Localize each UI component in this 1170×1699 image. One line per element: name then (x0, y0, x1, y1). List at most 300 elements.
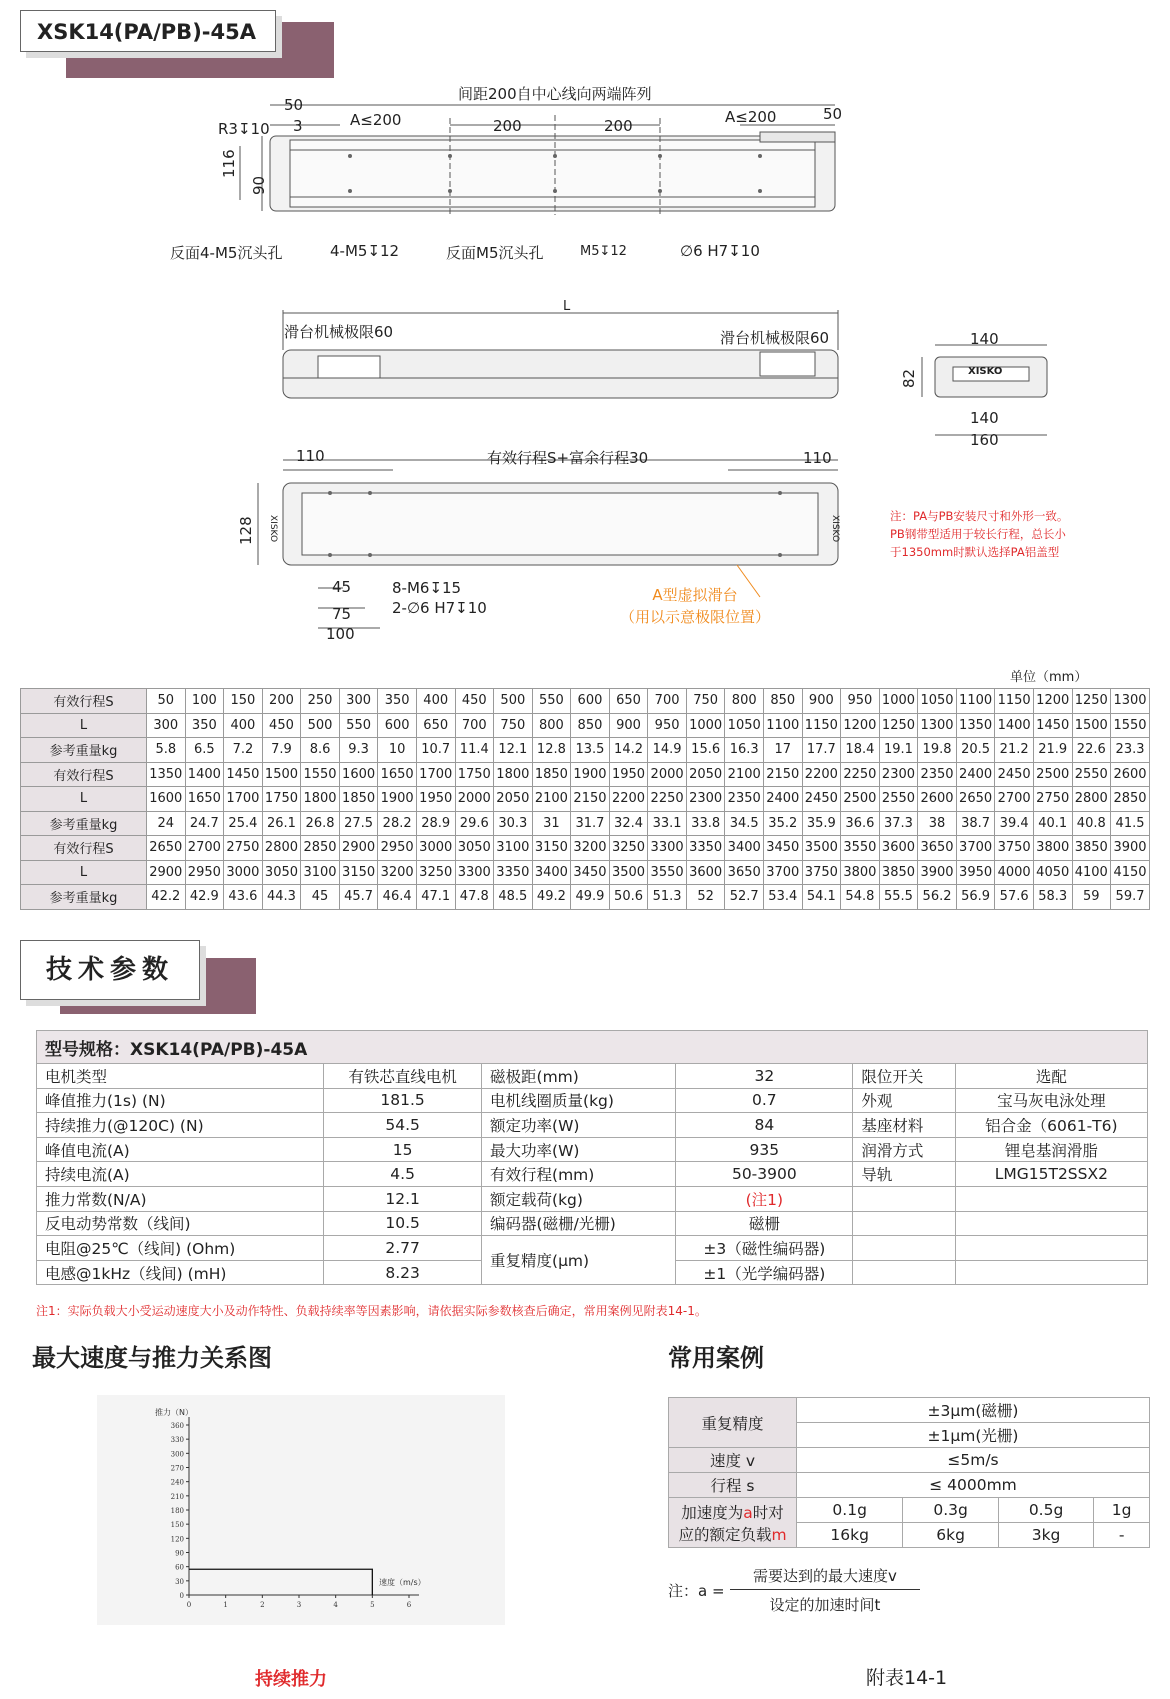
stroke-cell: 19.8 (918, 738, 957, 763)
params-cell: 15 (324, 1137, 482, 1162)
params-cell: 50-3900 (676, 1162, 853, 1187)
stroke-cell: 1550 (1111, 713, 1150, 738)
case-load-2: 3kg (998, 1523, 1093, 1548)
params-row (37, 1211, 1148, 1236)
stroke-cell: 3000 (416, 836, 455, 861)
chart-caption: 持续推力 (255, 1669, 327, 1690)
params-cell: 宝马灰电泳处理 (955, 1088, 1147, 1113)
repeat-value-2: ±1（光学编码器) (676, 1260, 853, 1285)
stroke-cell: 2850 (301, 836, 340, 861)
stroke-cell: 450 (262, 713, 301, 738)
stroke-row (21, 762, 1150, 787)
x-tick-label: 0 (186, 1601, 192, 1609)
dim-116: 116 (220, 149, 238, 178)
label-phi6: ∅6 H7↧10 (680, 242, 760, 260)
stroke-cell: 2100 (532, 787, 571, 812)
force-series-line (189, 1569, 372, 1595)
stroke-row (21, 738, 1150, 763)
stroke-cell: 16.3 (725, 738, 764, 763)
stroke-cell: 2300 (879, 762, 918, 787)
stroke-cell: 700 (648, 689, 687, 714)
y-tick-label: 180 (170, 1507, 184, 1515)
stroke-cell: 3050 (455, 836, 494, 861)
stroke-cell: 36.6 (841, 811, 880, 836)
stroke-cell: 1750 (455, 762, 494, 787)
params-cell: 限位开关 (853, 1064, 955, 1089)
stroke-cell: 3350 (494, 860, 533, 885)
stroke-cell: 43.6 (224, 885, 263, 910)
params-cell: 4.5 (324, 1162, 482, 1187)
stroke-cell: 1000 (879, 689, 918, 714)
label-m5: M5↧12 (580, 244, 627, 259)
params-note: 注1：实际负载大小受运动速度大小及动作特性、负载持续率等因素影响，请依据实际参数核查后确定，常用案例见附表14-1。 (36, 1304, 707, 1318)
stroke-cell: 1350 (956, 713, 995, 738)
dim-200-a: 200 (493, 117, 522, 135)
stroke-cell: 950 (648, 713, 687, 738)
label-back-m4: 反面4-M5沉头孔 (170, 244, 283, 262)
stroke-cell: 37.3 (879, 811, 918, 836)
stroke-cell: 3700 (956, 836, 995, 861)
stroke-cell: 30.3 (494, 811, 533, 836)
stroke-cell: 1250 (879, 713, 918, 738)
stroke-cell: 39.4 (995, 811, 1034, 836)
stroke-cell: 12.1 (494, 738, 533, 763)
stroke-cell: 2450 (995, 762, 1034, 787)
case-accel-0: 0.1g (797, 1498, 903, 1523)
stroke-cell: 3350 (686, 836, 725, 861)
stroke-cell: 350 (185, 713, 224, 738)
case-load-0: 16kg (797, 1523, 903, 1548)
params-row (37, 1137, 1148, 1162)
stroke-cell: 2350 (725, 787, 764, 812)
stroke-cell: 200 (262, 689, 301, 714)
stroke-cell: 250 (301, 689, 340, 714)
params-cell: 0.7 (676, 1088, 853, 1113)
stroke-cell: 2900 (147, 860, 186, 885)
stroke-cell: 150 (224, 689, 263, 714)
stroke-cell: 2800 (1072, 787, 1111, 812)
stroke-cell: 2300 (686, 787, 725, 812)
stroke-row (21, 836, 1150, 861)
stroke-cell: 45 (301, 885, 340, 910)
stroke-cell: 5.8 (147, 738, 186, 763)
stroke-cell: 1150 (995, 689, 1034, 714)
stroke-cell: 350 (378, 689, 417, 714)
stroke-cell: 59.7 (1111, 885, 1150, 910)
stroke-cell: 35.2 (764, 811, 803, 836)
stroke-cell: 400 (224, 713, 263, 738)
case-speed-label: 速度 v (669, 1448, 797, 1473)
brand-right: XISKO (830, 515, 840, 543)
stroke-cell: 2800 (262, 836, 301, 861)
stroke-cell: 33.1 (648, 811, 687, 836)
stroke-cell: 550 (532, 689, 571, 714)
case-speed-value: ≤5m/s (797, 1448, 1150, 1473)
end-dim-82: 82 (900, 368, 918, 388)
stroke-row-label: 有效行程S (21, 689, 147, 714)
stroke-cell: 22.6 (1072, 738, 1111, 763)
dim-L: L (563, 299, 571, 314)
case-load-3: - (1094, 1523, 1150, 1548)
params-cell (853, 1186, 955, 1211)
stroke-cell: 1700 (416, 762, 455, 787)
stroke-cell: 42.9 (185, 885, 224, 910)
case-stroke-label: 行程 s (669, 1473, 797, 1498)
stroke-cell: 2250 (648, 787, 687, 812)
stroke-cell: 4100 (1072, 860, 1111, 885)
stroke-cell: 54.1 (802, 885, 841, 910)
dim-90: 90 (250, 175, 268, 195)
params-cell: 峰值电流(A) (37, 1137, 324, 1162)
stroke-cell: 2050 (494, 787, 533, 812)
stroke-cell: 1300 (918, 713, 957, 738)
y-tick-label: 60 (175, 1563, 184, 1572)
stroke-cell: 400 (416, 689, 455, 714)
stroke-cell: 650 (416, 713, 455, 738)
params-cell: 12.1 (324, 1186, 482, 1211)
stroke-cell: 28.2 (378, 811, 417, 836)
params-cell: 181.5 (324, 1088, 482, 1113)
stroke-cell: 1950 (416, 787, 455, 812)
formula-prefix: 注：a = (668, 1582, 725, 1600)
stroke-cell: 2600 (1111, 762, 1150, 787)
stroke-cell: 52.7 (725, 885, 764, 910)
case-stroke-value: ≤ 4000mm (797, 1473, 1150, 1498)
inductance-value: 8.23 (324, 1260, 482, 1285)
stroke-cell: 18.4 (841, 738, 880, 763)
dim-75: 75 (332, 605, 352, 623)
params-cell: 额定载荷(kg) (482, 1186, 676, 1211)
params-cell (853, 1211, 955, 1236)
stroke-cell: 3950 (956, 860, 995, 885)
stroke-cell: 750 (494, 713, 533, 738)
stroke-note: 有效行程S+富余行程30 (487, 449, 649, 467)
stroke-cell: 21.2 (995, 738, 1034, 763)
params-cell: 84 (676, 1113, 853, 1138)
stroke-cell: 1650 (378, 762, 417, 787)
params-row (37, 1162, 1148, 1187)
stroke-cell: 23.3 (1111, 738, 1150, 763)
stroke-cell: 52 (686, 885, 725, 910)
stroke-cell: 600 (571, 689, 610, 714)
stroke-cell: 31.7 (571, 811, 610, 836)
case-accel-1: 0.3g (903, 1498, 998, 1523)
stroke-cell: 3500 (609, 860, 648, 885)
stroke-cell: 1200 (1033, 689, 1072, 714)
y-tick-label: 0 (179, 1592, 184, 1600)
params-cell: 10.5 (324, 1211, 482, 1236)
y-tick-label: 270 (170, 1464, 184, 1473)
dim-a-right: A≤200 (725, 108, 777, 126)
stroke-cell: 3600 (879, 836, 918, 861)
end-dim-140-bottom: 140 (970, 409, 999, 427)
resistance-label: 电阻@25℃（线间) (Ohm) (37, 1236, 324, 1261)
case-accel-2: 0.5g (998, 1498, 1093, 1523)
params-cell: (注1) (676, 1186, 853, 1211)
stroke-cell: 32.4 (609, 811, 648, 836)
stroke-cell: 58.3 (1033, 885, 1072, 910)
x-tick-label: 1 (223, 1601, 228, 1609)
stroke-cell: 2550 (879, 787, 918, 812)
stroke-cell: 31 (532, 811, 571, 836)
stroke-cell: 300 (147, 713, 186, 738)
stroke-cell: 15.6 (686, 738, 725, 763)
stroke-cell: 1650 (185, 787, 224, 812)
x-tick-label: 4 (333, 1601, 338, 1609)
params-cell: 峰值推力(1s) (N) (37, 1088, 324, 1113)
stroke-cell: 50.6 (609, 885, 648, 910)
stroke-cell: 1850 (339, 787, 378, 812)
y-tick-label: 210 (170, 1492, 184, 1501)
y-tick-label: 360 (170, 1422, 184, 1430)
params-cell: 导轨 (853, 1162, 955, 1187)
stroke-cell: 2150 (764, 762, 803, 787)
drawing-note: 注：PA与PB安装尺寸和外形一致。 PB钢带型适用于较长行程，总长小 于1350mm时默认选择PA铝盖型 (890, 509, 1069, 559)
end-dim-140-top: 140 (970, 330, 999, 348)
stroke-cell: 42.2 (147, 885, 186, 910)
stroke-cell: 1900 (571, 762, 610, 787)
label-back-m5: 反面M5沉头孔 (446, 244, 544, 262)
stroke-cell: 550 (339, 713, 378, 738)
params-cell: 32 (676, 1064, 853, 1089)
repeat-value-1: ±3（磁性编码器) (676, 1236, 853, 1261)
case-rep-v2: ±1μm(光栅) (797, 1423, 1150, 1448)
stroke-cell: 4050 (1033, 860, 1072, 885)
stroke-cell: 24 (147, 811, 186, 836)
stroke-cell: 3450 (764, 836, 803, 861)
stroke-cell: 1950 (609, 762, 648, 787)
stroke-row-label: 有效行程S (21, 762, 147, 787)
stroke-cell: 17 (764, 738, 803, 763)
params-row (37, 1064, 1148, 1089)
stroke-cell: 1300 (1111, 689, 1150, 714)
stroke-cell: 1850 (532, 762, 571, 787)
stroke-cell: 1100 (764, 713, 803, 738)
limit-right: 滑台机械极限60 (720, 329, 830, 347)
stroke-cell: 3500 (802, 836, 841, 861)
params-cell: 持续电流(A) (37, 1162, 324, 1187)
params-cell: 选配 (955, 1064, 1147, 1089)
y-tick-label: 240 (170, 1478, 184, 1487)
stroke-cell: 2850 (1111, 787, 1150, 812)
stroke-cell: 25.4 (224, 811, 263, 836)
stroke-cell: 650 (609, 689, 648, 714)
stroke-cell: 38 (918, 811, 957, 836)
stroke-cell: 2950 (185, 860, 224, 885)
stroke-cell: 41.5 (1111, 811, 1150, 836)
stroke-cell: 3150 (339, 860, 378, 885)
stroke-cell: 2650 (147, 836, 186, 861)
cases-heading: 常用案例 (668, 1344, 764, 1372)
y-tick-label: 30 (175, 1577, 184, 1586)
stroke-cell: 2100 (725, 762, 764, 787)
stroke-row (21, 811, 1150, 836)
stroke-cell: 2500 (1033, 762, 1072, 787)
x-tick-label: 6 (406, 1601, 412, 1609)
stroke-cell: 10.7 (416, 738, 455, 763)
stroke-row-label: L (21, 860, 147, 885)
stroke-cell: 12.8 (532, 738, 571, 763)
stroke-cell: 50 (147, 689, 186, 714)
stroke-cell: 27.5 (339, 811, 378, 836)
stroke-cell: 29.6 (455, 811, 494, 836)
params-cell: 磁极距(mm) (482, 1064, 676, 1089)
virtual-slide-label: A型虚拟滑台 （用以示意极限位置） (619, 586, 770, 626)
stroke-cell: 900 (609, 713, 648, 738)
dim-200-b: 200 (604, 117, 633, 135)
stroke-cell: 750 (686, 689, 725, 714)
params-cell: 54.5 (324, 1113, 482, 1138)
stroke-cell: 8.6 (301, 738, 340, 763)
dim-100: 100 (326, 625, 355, 643)
stroke-cell: 850 (764, 689, 803, 714)
stroke-cell: 3600 (686, 860, 725, 885)
stroke-cell: 1500 (1072, 713, 1111, 738)
stroke-cell: 33.8 (686, 811, 725, 836)
params-cell: 有效行程(mm) (482, 1162, 676, 1187)
formula-numerator: 需要达到的最大速度v (730, 1565, 920, 1590)
stroke-cell: 1100 (956, 689, 995, 714)
y-tick-label: 330 (170, 1436, 184, 1445)
y-tick-label: 120 (170, 1535, 184, 1544)
dim-128: 128 (237, 516, 255, 545)
stroke-cell: 2000 (455, 787, 494, 812)
inductance-label: 电感@1kHz（线间) (mH) (37, 1260, 324, 1285)
stroke-row (21, 885, 1150, 910)
table-caption: 附表14-1 (866, 1667, 948, 1689)
stroke-cell: 3250 (416, 860, 455, 885)
stroke-cell: 3200 (571, 836, 610, 861)
stroke-cell: 2250 (841, 762, 880, 787)
stroke-cell: 3400 (725, 836, 764, 861)
stroke-cell: 100 (185, 689, 224, 714)
stroke-cell: 1050 (725, 713, 764, 738)
stroke-cell: 11.4 (455, 738, 494, 763)
stroke-cell: 10 (378, 738, 417, 763)
case-rep-v1: ±3μm(磁栅) (797, 1398, 1150, 1423)
stroke-cell: 9.3 (339, 738, 378, 763)
params-table (36, 1030, 1148, 1285)
stroke-cell: 3550 (841, 836, 880, 861)
stroke-cell: 26.8 (301, 811, 340, 836)
dim-50-left: 50 (284, 96, 304, 114)
stroke-cell: 3850 (879, 860, 918, 885)
stroke-cell: 2050 (686, 762, 725, 787)
stroke-cell: 49.2 (532, 885, 571, 910)
stroke-cell: 3650 (725, 860, 764, 885)
stroke-cell: 3800 (1033, 836, 1072, 861)
stroke-cell: 2350 (918, 762, 957, 787)
stroke-cell: 1700 (224, 787, 263, 812)
stroke-cell: 1000 (686, 713, 725, 738)
stroke-cell: 57.6 (995, 885, 1034, 910)
x-axis-label: 速度（m/s） (379, 1578, 426, 1587)
stroke-cell: 850 (571, 713, 610, 738)
stroke-cell: 3000 (224, 860, 263, 885)
stroke-row-label: 参考重量kg (21, 738, 147, 763)
stroke-cell: 1400 (185, 762, 224, 787)
params-cell: LMG15T2SSX2 (955, 1162, 1147, 1187)
stroke-cell: 2550 (1072, 762, 1111, 787)
params-cell: 电机类型 (37, 1064, 324, 1089)
params-cell: 锂皂基润滑脂 (955, 1137, 1147, 1162)
stroke-cell: 21.9 (1033, 738, 1072, 763)
case-accel-label: 加速度为a时对 应的额定负载m (669, 1498, 797, 1548)
stroke-cell: 3800 (841, 860, 880, 885)
stroke-cell: 3650 (918, 836, 957, 861)
stroke-cell: 1750 (262, 787, 301, 812)
stroke-cell: 2150 (571, 787, 610, 812)
stroke-cell: 3200 (378, 860, 417, 885)
limit-left: 滑台机械极限60 (284, 323, 394, 341)
stroke-cell: 3100 (301, 860, 340, 885)
stroke-cell: 2200 (609, 787, 648, 812)
stroke-cell: 48.5 (494, 885, 533, 910)
stroke-cell: 3400 (532, 860, 571, 885)
stroke-cell: 1600 (339, 762, 378, 787)
stroke-cell: 40.1 (1033, 811, 1072, 836)
dim-50-right: 50 (823, 105, 843, 123)
stroke-cell: 1800 (494, 762, 533, 787)
case-load-1: 6kg (903, 1523, 998, 1548)
stroke-cell: 300 (339, 689, 378, 714)
y-tick-label: 150 (170, 1521, 184, 1530)
dim-r3: R3↧10 (218, 120, 270, 138)
stroke-cell: 56.2 (918, 885, 957, 910)
stroke-cell: 2200 (802, 762, 841, 787)
case-rep-label: 重复精度 (669, 1398, 797, 1448)
formula-denominator: 设定的加速时间t (769, 1596, 881, 1614)
params-cell: 持续推力(@120C) (N) (37, 1113, 324, 1138)
stroke-cell: 49.9 (571, 885, 610, 910)
stroke-cell: 800 (725, 689, 764, 714)
stroke-cell: 2600 (918, 787, 957, 812)
stroke-cell: 14.2 (609, 738, 648, 763)
end-dim-160: 160 (970, 431, 999, 449)
params-cell: 润滑方式 (853, 1137, 955, 1162)
stroke-cell: 2700 (995, 787, 1034, 812)
stroke-cell: 14.9 (648, 738, 687, 763)
stroke-cell: 3550 (648, 860, 687, 885)
stroke-cell: 35.9 (802, 811, 841, 836)
stroke-cell: 2400 (956, 762, 995, 787)
stroke-cell: 1450 (224, 762, 263, 787)
params-row (37, 1113, 1148, 1138)
stroke-cell: 2950 (378, 836, 417, 861)
stroke-cell: 1150 (802, 713, 841, 738)
stroke-cell: 24.7 (185, 811, 224, 836)
stroke-cell: 3150 (532, 836, 571, 861)
stroke-cell: 1600 (147, 787, 186, 812)
stroke-cell: 2000 (648, 762, 687, 787)
params-cell (955, 1211, 1147, 1236)
x-tick-label: 5 (370, 1601, 375, 1609)
stroke-table (20, 688, 1150, 910)
stroke-cell: 1350 (147, 762, 186, 787)
params-cell: 基座材料 (853, 1113, 955, 1138)
label-8m6: 8-M6↧15 (392, 579, 462, 597)
stroke-cell: 3300 (455, 860, 494, 885)
stroke-cell: 51.3 (648, 885, 687, 910)
stroke-cell: 450 (455, 689, 494, 714)
y-axis-label: 推力（N） (155, 1408, 193, 1417)
stroke-row-label: L (21, 713, 147, 738)
stroke-cell: 7.9 (262, 738, 301, 763)
y-tick-label: 300 (170, 1450, 184, 1459)
stroke-cell: 28.9 (416, 811, 455, 836)
params-cell: 有铁芯直线电机 (324, 1064, 482, 1089)
stroke-cell: 1550 (301, 762, 340, 787)
